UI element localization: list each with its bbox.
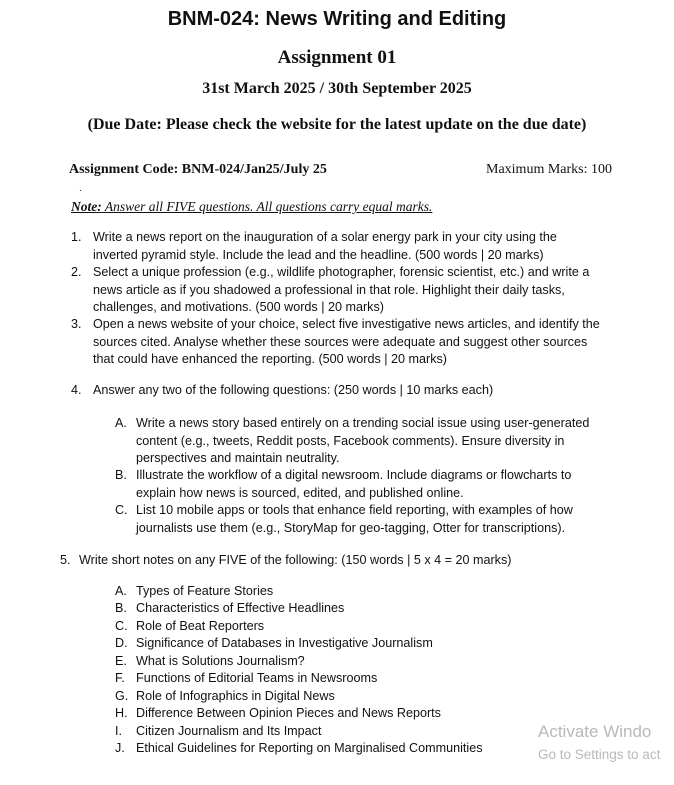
option-text: What is Solutions Journalism? <box>136 654 305 668</box>
question-number: 5. <box>60 553 71 567</box>
question-line: Answer any two of the following questions: (250 words | 10 marks each) <box>93 383 494 397</box>
q5-option-a <box>115 583 535 601</box>
activate-windows-watermark: Activate Windo <box>538 722 652 741</box>
option-text: Significance of Databases in Investigative Journalism <box>136 636 433 650</box>
question-number: 3. <box>71 317 82 331</box>
question-text <box>93 229 557 264</box>
assignment-number: Assignment 01 <box>277 47 397 68</box>
option-letter: A. <box>115 416 127 430</box>
question-text <box>93 382 493 400</box>
question-number: 1. <box>71 230 82 244</box>
question-line: Select a unique profession (e.g., wildlife photographer, forensic scientist, etc.) and write a <box>93 265 590 279</box>
q5-option-c <box>115 618 535 636</box>
option-letter: G. <box>115 689 129 703</box>
option-letter: C. <box>115 619 128 633</box>
question-number: 2. <box>71 265 82 279</box>
option-letter: B. <box>115 468 127 482</box>
option-text: Role of Beat Reporters <box>136 619 265 633</box>
question-line: news article as if you shadowed a professional in that role. Highlight their daily tasks, <box>93 282 565 297</box>
option-line: content (e.g., tweets, Reddit posts, Facebook comments). Ensure diversity in <box>136 433 565 448</box>
question-text: Write short notes on any FIVE of the following: (150 words | 5 x 4 = 20 marks) <box>79 553 512 567</box>
option-text: Citizen Journalism and Its Impact <box>136 724 322 738</box>
option-text <box>136 467 571 502</box>
due-date-notice: (Due Date: Please check the website for the latest update on the due date) <box>87 116 587 133</box>
option-text <box>136 502 573 537</box>
option-letter: F. <box>115 671 125 685</box>
question-line: sources cited. Analyse whether these sources were adequate and suggest other sources <box>93 334 588 349</box>
question-line: Open a news website of your choice, select five investigative news articles, and identify the <box>93 317 600 331</box>
option-letter: A. <box>115 584 127 598</box>
q4-option-b <box>115 467 635 503</box>
q5-option-i <box>115 723 535 741</box>
question-line: inverted pyramid style. Include the lead and the headline. (500 words | 20 marks) <box>93 247 544 262</box>
question-line: Write a news report on the inauguration of a solar energy park in your city using the <box>93 230 557 244</box>
question-text <box>93 316 600 369</box>
option-line: Write a news story based entirely on a trending social issue using user-generated <box>136 416 590 430</box>
option-letter: C. <box>115 503 128 517</box>
q5-option-b <box>115 600 535 618</box>
q5-option-d <box>115 635 535 653</box>
option-text: Difference Between Opinion Pieces and News Reports <box>136 706 441 720</box>
option-line: List 10 mobile apps or tools that enhance field reporting, with examples of how <box>136 503 573 517</box>
option-line: Illustrate the workflow of a digital newsroom. Include diagrams or flowcharts to <box>136 468 572 482</box>
q5-option-g <box>115 688 535 706</box>
question-4 <box>71 382 651 400</box>
option-letter: H. <box>115 706 128 720</box>
option-text: Characteristics of Effective Headlines <box>136 601 345 615</box>
note-label: Note: <box>71 199 102 214</box>
option-letter: E. <box>115 654 127 668</box>
question-1 <box>71 229 651 265</box>
q5-option-h <box>115 705 535 723</box>
question-line: challenges, and motivations. (500 words | 20 marks) <box>93 300 384 314</box>
option-text: Ethical Guidelines for Reporting on Marginalised Communities <box>136 741 483 755</box>
q5-option-f <box>115 670 535 688</box>
maximum-marks: Maximum Marks: 100 <box>486 162 612 177</box>
option-text: Types of Feature Stories <box>136 584 274 598</box>
option-text <box>136 415 589 468</box>
assignment-meta-row <box>69 162 612 178</box>
q5-option-e <box>115 653 535 671</box>
question-2 <box>71 264 651 318</box>
option-letter: I. <box>115 724 122 738</box>
instructions-note <box>71 199 432 215</box>
option-line: journalists use them (e.g., StoryMap for geo-tagging, Otter for transcriptions). <box>136 520 566 535</box>
assignment-code: Assignment Code: BNM-024/Jan25/July 25 <box>69 162 327 177</box>
activate-windows-subtext: Go to Settings to act <box>538 747 661 762</box>
course-title: BNM-024: News Writing and Editing <box>167 8 507 30</box>
option-letter: D. <box>115 636 128 650</box>
question-number: 4. <box>71 383 82 397</box>
note-text: Answer all FIVE questions. All questions carry equal marks. <box>101 199 433 214</box>
option-line: perspectives and maintain neutrality. <box>136 451 340 465</box>
session-dates: 31st March 2025 / 30th September 2025 <box>202 80 472 97</box>
option-text: Role of Infographics in Digital News <box>136 689 335 703</box>
option-letter: J. <box>115 741 125 755</box>
q4-option-a <box>115 415 635 469</box>
q4-option-c <box>115 502 635 538</box>
q5-option-j <box>115 740 535 758</box>
option-letter: B. <box>115 601 127 615</box>
question-5 <box>60 552 650 570</box>
stray-dot: . <box>79 183 82 194</box>
question-line: that could have enhanced the reporting. (500 words | 20 marks) <box>93 352 448 366</box>
question-3 <box>71 316 651 370</box>
option-text: Functions of Editorial Teams in Newsrooms <box>136 671 378 685</box>
question-text <box>93 264 589 317</box>
option-line: explain how news is sourced, edited, and published online. <box>136 485 464 500</box>
